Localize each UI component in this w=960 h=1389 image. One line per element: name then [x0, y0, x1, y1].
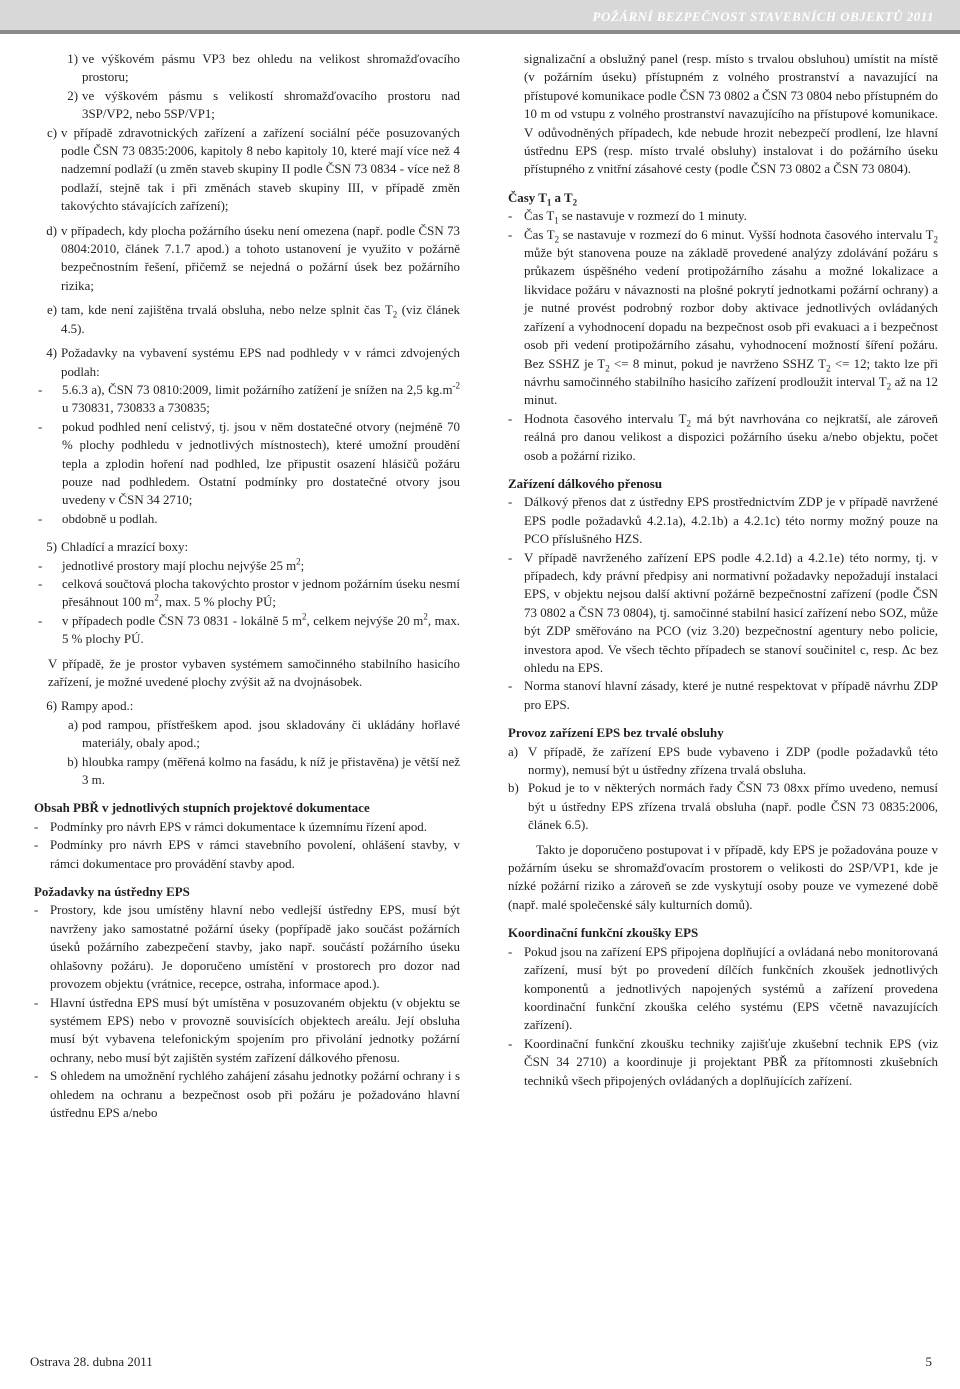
- list-item: - Dálkový přenos dat z ústředny EPS prostřednictvím ZDP je v případě navržené EPS podle požadavků 4.2.1a), 4.2.1b) a 4.2.1c) této normy možný pouze na PCO příslušného HZS.: [508, 495, 938, 547]
- section-heading: Provoz zařízení EPS bez trvalé obsluhy: [508, 726, 724, 741]
- list-item: - Prostory, kde jsou umístěny hlavní nebo vedlejší ústředny EPS, musí být navrženy jako samostatné požární úseky (popřípadě jako součást požárních úseků požárního zabezpečení stavby, jako např. součástí požárního úseku ohlašovny požáru). Je doporučeno umístění v prostorech pro dozor nad provozem objektu (vrátnice, recepce, ostraha, informace apod.).: [34, 903, 460, 992]
- section-heading: Časy $T_1$ a $T_2$: [508, 190, 578, 208]
- list-item: - pokud podhled není celistvý, tj. jsou v něm dostatečné otvory (nejméně 70 % plochy podhledu v jednotlivých místnostech), které umožní proudění tepla a zplodin hoření nad podhled, lze připustit osazení hlásičů požáru pouze nad podhledem. Ostatní podmínky pro dostatečné otvory jsou uvedeny v ČSN 34 2710;: [38, 419, 460, 508]
- list-item: 6) Rampy apod.:: [46, 699, 134, 714]
- section-heading: Obsah PBŘ v jednotlivých stupních projektové dokumentace: [34, 801, 370, 816]
- page-number: 5: [925, 1355, 932, 1369]
- paragraph: V případě, že je prostor vybaven systémem samočinného stabilního hasicího zařízení, je možné uvedené plochy zvýšit až na dvojnásobek.: [48, 656, 460, 689]
- list-item: - S ohledem na umožnění rychlého zahájení zásahu jednotky požární ochrany i s ohledem na ochranu a bezpečnost osob při požáru je požadováno hlavní ústřednu EPS a/nebo: [34, 1069, 460, 1120]
- list-item: 5) Chladící a mrazící boxy:: [46, 540, 189, 555]
- list-item: - v případech podle ČSN 73 0831 - lokálně 5 $m^2$, celkem nejvýše 20 $m^2$, max. 5 % plochy PÚ.: [38, 611, 460, 647]
- list-item: a) V případě, že zařízení EPS bude vybaveno i ZDP (podle požadavků této normy), nemusí být u ústředny zřízena trvalá obsluha.: [508, 744, 938, 778]
- list-item: - V případě navrženého zařízení EPS podle 4.2.1d) a 4.2.1e) této normy, tj. v případech, kdy právní předpisy ani normativní požadavky nepožadují instalaci EPS, v objektu nejsou další aktivní požárně bezpečnostní zařízení (podle ČSN 73 0802 a ČSN 73 0804), tj. samočinné stabilní hasicí zařízení nebo SOZ, může být ZDP směřováno na PCO (viz 3.20) bezpečnostní agentury nebo policie, investora apod. Ve všech těchto případech se stanoví součinitel c, resp. Δc bez ohledu na EPS.: [508, 550, 938, 675]
- list-item: b) Pokud je to v některých normách řady ČSN 73 08xx přímo uvedeno, nemusí být u ústředny EPS zřízena trvalá obsluha (např. podle ČSN 73 0835:2006, článek 6.5).: [508, 781, 938, 833]
- list-item: - Podmínky pro návrh EPS v rámci dokumentace k územnímu řízení apod.: [34, 819, 427, 834]
- left-column: [34, 50, 460, 1122]
- list-item: - Podmínky pro návrh EPS v rámci stavebního povolení, ohlášení stavby, v rámci dokumentace pro provádění stavby apod.: [34, 838, 460, 871]
- list-item: b) hloubka rampy (měřená kolmo na fasádu, k níž je přistavěna) je větší než 3 m.: [67, 754, 460, 788]
- list-item: - 5.6.3 a), ČSN 73 0810:2009, limit požárního zatížení je snížen na 2,5 $kg.m^{-2}$ u 730831, 730833 a 730835;: [38, 380, 460, 416]
- list-item: - obdobně u podlah.: [38, 511, 158, 526]
- list-item: d) v případech, kdy plocha požárního úseku není omezena (např. podle ČSN 73 0804:2010, článek 7.1.7 apod.) a tohoto ustanovení je využito v požárně bezpečnostním řešení, přičemž se nejedná o požární úsek bez požárního rizika;: [46, 223, 460, 293]
- list-item: 4) Požadavky na vybavení systému EPS nad podhledy v v rámci zdvojených podlah:: [46, 346, 460, 379]
- list-item: - Hlavní ústředna EPS musí být umístěna v posuzovaném objektu (v objektu se systémem EPS) nebo v provozně souvisících objektech areálu. Její obsluha musí být vybavena telefonickým spojením pro přivolání jednotky požární ochrany, nebo musí být zajištěn systém zařízení dálkového přenosu.: [34, 995, 460, 1065]
- list-item: 2) ve výškovém pásmu s velikostí shromažďovacího prostoru nad 3SP/VP2, nebo 5SP/VP1;: [67, 88, 460, 122]
- list-item: - celková součtová plocha takovýchto prostor v jednom požárním úseku nesmí přesáhnout 100 $m^2$, max. 5 % plochy PÚ;: [38, 576, 460, 610]
- list-item: - Koordinační funkční zkoušku techniky zajišťuje zkušební technik EPS (viz ČSN 34 2710) a koordinuje ji projektant PBŘ za přítomnosti zkušebních techniků všech připojených ovládaných a doplňujících zařízení.: [508, 1036, 938, 1088]
- section-heading: Koordinační funkční zkoušky EPS: [508, 926, 699, 941]
- footer-date: Ostrava 28. dubna 2011: [30, 1355, 153, 1369]
- paragraph: Takto je doporučeno postupovat i v případě, kdy EPS je požadována pouze v požárním úseku se shromažďovacím prostorem o velikosti do 2SP/VP1, kde je nízké požární riziko a zároveň se zde vyskytují osoby pouze ve vymezené době (např. malé společenské sály kulturních domů).: [508, 842, 938, 912]
- list-item: - Čas $T_2$ se nastavuje v rozmezí do 6 minut. Vyšší hodnota časového intervalu $T_2$ může být stanovena pouze na základě provedené analýzy zdolávání požáru s průkazem úspěšného vedení protipožárního zásahu a možné lokalizace a likvidace požáru v návaznosti na plošné pokrytí jednotkami požární ochrany) a je nutné provést podrobný rozbor doby aktivace jednotlivých ovládaných zařízení a vyhodnocení dopadu na bezpečnost osob při evakuaci a i bezpečnost osob při vedení protipožárního zásahu, vyhodnocení možností šíření požáru. Bez SSHZ je $T_2 <= 8$ minut, pokud je navrženo SSHZ $T_2 <= 12$; takto lze při návrhu samočinného stabilního hasicího zařízení prodloužit interval $T_2$ až na 12 minut.: [508, 227, 938, 408]
- running-header-title: POŽÁRNÍ BEZPEČNOST STAVEBNÍCH OBJEKTŮ 2011: [592, 9, 934, 24]
- list-item: - Norma stanoví hlavní zásady, které je nutné respektovat v případě návrhu ZDP pro EPS.: [508, 679, 938, 712]
- right-column: [508, 50, 938, 1090]
- list-item: 1) ve výškovém pásmu VP3 bez ohledu na velikost shromažďovacího prostoru;: [67, 52, 460, 85]
- list-item: - Hodnota časového intervalu $T_2$ má být navrhována co nejkratší, ale zároveň reálná pro danou velikost a dispozici požárního úseku a/nebo objektu, počet osob a požární riziko.: [508, 411, 938, 463]
- section-heading: Zařízení dálkového přenosu: [508, 476, 662, 491]
- paragraph: signalizační a obslužný panel (resp. místo s trvalou obsluhou) umístit na místě (v požárním úseku) přístupném z volného prostranství a navazující na přístupové komunikace podle ČSN 73 0802 a ČSN 73 0804 nebo přístupném do 10 m od vstupu z volného prostranství navazujícího na přístupové komunikace. V odůvodněných případech, kde nebude hrozit nebezpečí prodlení, lze hlavní ústřednu EPS (resp. místo trvalé obsluhy) instalovat i do požárního úseku přístupného z vnitřní zásahové cesty (podle ČSN 73 0802 a ČSN 73 0804).: [524, 52, 938, 177]
- list-item: - Pokud jsou na zařízení EPS připojena doplňující a ovládaná nebo monitorovaná zařízení, musí být po provedení dílčích funkčních zkoušek jednotlivých komponentů a jednotlivých napojených systémů a zařízení provedena koordinační funkční zkouška celého systému (EPS včetně navazujících zařízení).: [508, 944, 938, 1033]
- list-item: - Čas $T_1$ se nastavuje v rozmezí do 1 minuty.: [508, 209, 747, 226]
- section-heading: Požadavky na ústředny EPS: [34, 885, 190, 900]
- list-item: - jednotlivé prostory mají plochu nejvýše 25 $m^2$;: [38, 556, 305, 573]
- list-item: a) pod rampou, přístřeškem apod. jsou skladovány či ukládány hořlavé materiály, obaly apod.;: [67, 717, 460, 751]
- list-item: c) v případě zdravotnických zařízení a zařízení sociální péče posuzovaných podle ČSN 73 0835:2006, kapitoly 8 nebo kapitoly 10, které mají více než 4 nadzemní podlaží (u změn staveb skupiny II podle ČSN 73 0834 - více než 8 podlaží, stejně tak i při změnách staveb skupiny III, v případě změn takovýchto stávajících zařízení);: [46, 125, 460, 214]
- list-item: e) tam, kde není zajištěna trvalá obsluha, nebo nelze splnit čas $T_2$ (viz článek 4.5).: [46, 303, 460, 336]
- header-band: [0, 0, 960, 34]
